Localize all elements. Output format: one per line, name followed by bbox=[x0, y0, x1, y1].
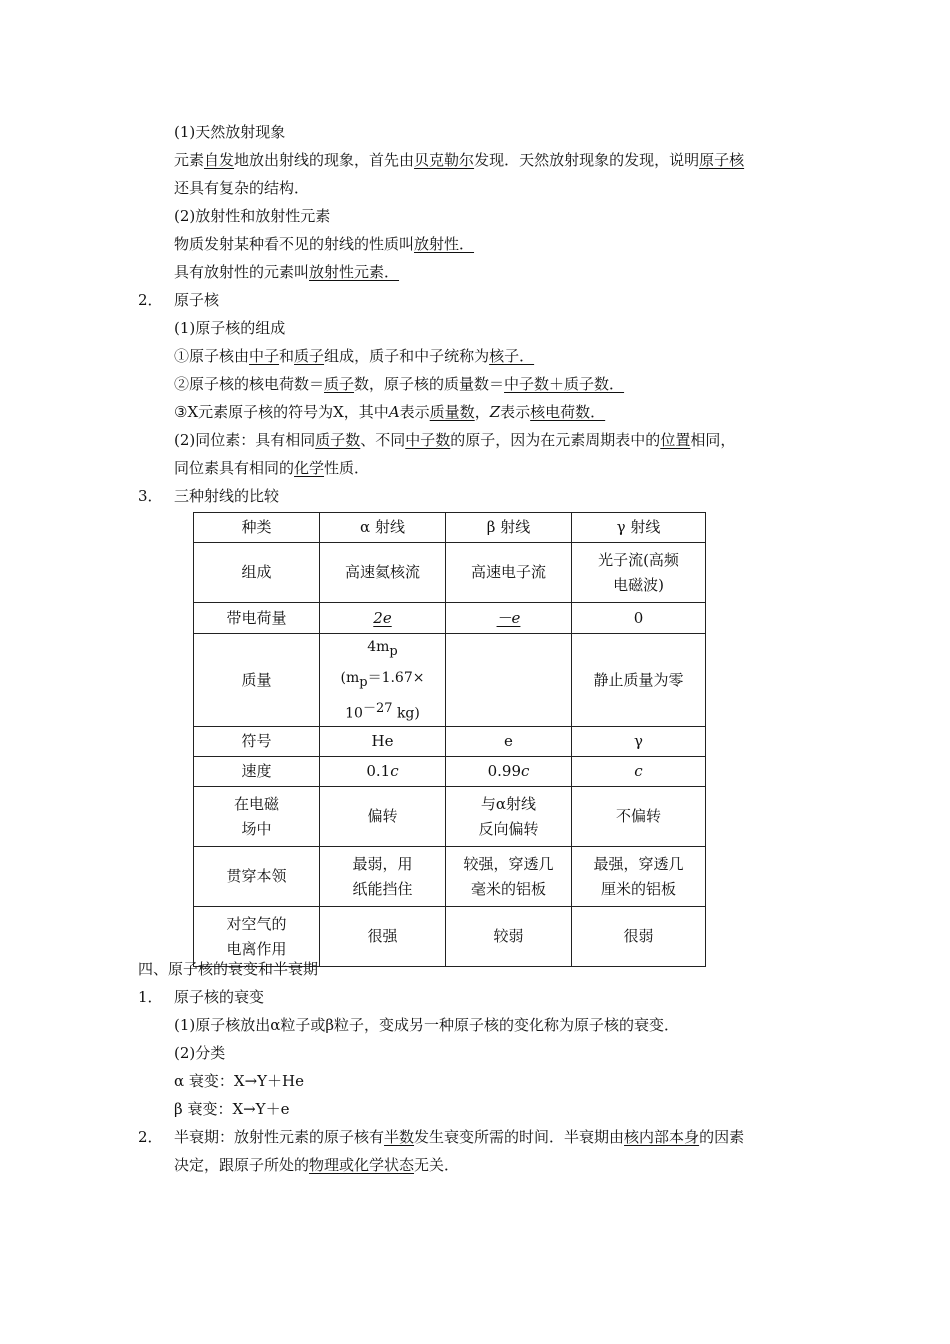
s4-alpha-decay bbox=[174, 1070, 304, 1092]
text: 最弱，用 bbox=[352, 854, 413, 873]
s2-subheading bbox=[174, 317, 285, 339]
text: 厘米的铝板 bbox=[600, 879, 676, 898]
row-label: 贯穿本领 bbox=[194, 847, 320, 907]
text: 发生衰变所需的时间．半衰期由 bbox=[414, 1128, 625, 1146]
answer-blank: －e bbox=[496, 608, 521, 627]
text: 较强，穿透几 bbox=[463, 854, 554, 873]
table-header-row bbox=[194, 513, 706, 543]
s4-classification bbox=[174, 1042, 225, 1064]
text: 毫米的铝板 bbox=[470, 879, 546, 898]
text: 对空气的 bbox=[226, 914, 287, 933]
text: 半衰期：放射性元素的原子核有 bbox=[174, 1128, 385, 1146]
header-cell: α 射线 bbox=[320, 513, 446, 543]
text: 的因素 bbox=[699, 1128, 745, 1146]
section-number: 2． bbox=[138, 1128, 163, 1146]
text: 组成，质子和中子统称为 bbox=[324, 347, 490, 365]
s1-heading-natural-radioactivity bbox=[174, 121, 285, 143]
text: p bbox=[359, 674, 368, 690]
s1-paragraph bbox=[174, 149, 744, 171]
text: kg) bbox=[392, 705, 420, 722]
answer-blank: 中子 bbox=[249, 347, 280, 365]
text: ， bbox=[474, 403, 490, 421]
text: 还具有复杂的结构． bbox=[174, 179, 310, 197]
table-cell: 高速电子流 bbox=[446, 543, 572, 603]
text: ①原子核由 bbox=[174, 347, 250, 365]
text: 场中 bbox=[241, 819, 272, 838]
text: 0.99 bbox=[487, 762, 521, 781]
text: 4m bbox=[367, 639, 390, 655]
text: (1)原子核放出α粒子或β粒子，变成另一种原子核的变化称为原子核的衰变． bbox=[174, 1016, 680, 1034]
table-cell bbox=[446, 847, 572, 907]
table-cell: 不偏转 bbox=[572, 787, 706, 847]
table-row bbox=[194, 757, 706, 787]
s2-item-1 bbox=[174, 345, 534, 367]
text: 表示 bbox=[399, 403, 430, 421]
text: 反向偏转 bbox=[478, 819, 539, 838]
text: 与α射线 bbox=[480, 794, 537, 813]
text: 地放出射线的现象，首先由 bbox=[234, 151, 415, 169]
section-title: 原子核 bbox=[174, 291, 220, 309]
row-label: 质量 bbox=[194, 634, 320, 727]
text: 决定，跟原子所处的 bbox=[174, 1156, 310, 1174]
text: 10 bbox=[345, 705, 363, 722]
s2-isotope-cont bbox=[174, 457, 369, 479]
text: (1)天然放射现象 bbox=[174, 123, 286, 141]
table-row bbox=[194, 727, 706, 757]
s4-half-life bbox=[138, 1126, 744, 1148]
answer-blank: 原子核 bbox=[699, 151, 745, 169]
answer-blank: 中子数＋质子数． bbox=[504, 375, 625, 393]
text: 元素 bbox=[174, 151, 205, 169]
table-cell bbox=[320, 847, 446, 907]
text: 表示 bbox=[500, 403, 531, 421]
header-cell: γ 射线 bbox=[572, 513, 706, 543]
text: 发现．天然放射现象的发现，说明 bbox=[474, 151, 700, 169]
text: β 衰变：X→Y＋e bbox=[174, 1100, 290, 1118]
table-cell: 0 bbox=[572, 603, 706, 634]
answer-blank: 质量数 bbox=[429, 403, 475, 421]
table-row bbox=[194, 603, 706, 634]
text: 电离作用 bbox=[226, 939, 287, 958]
section-title: 三种射线的比较 bbox=[174, 487, 280, 505]
section-number: 2． bbox=[138, 291, 163, 309]
text: 纸能挡住 bbox=[352, 879, 413, 898]
table-cell bbox=[446, 757, 572, 787]
table-cell: 高速氦核流 bbox=[320, 543, 446, 603]
table-cell: 较弱 bbox=[446, 907, 572, 967]
answer-blank: 2e bbox=[373, 608, 392, 627]
row-label: 带电荷量 bbox=[194, 603, 320, 634]
row-label bbox=[194, 787, 320, 847]
answer-blank: 质子 bbox=[294, 347, 325, 365]
answer-blank: 贝克勒尔 bbox=[414, 151, 475, 169]
section-title: 原子核的衰变 bbox=[174, 988, 265, 1006]
section-number: 1． bbox=[138, 988, 163, 1006]
row-label: 符号 bbox=[194, 727, 320, 757]
text: A bbox=[388, 403, 400, 421]
text: 、不同 bbox=[360, 431, 406, 449]
table-cell bbox=[320, 757, 446, 787]
s2-heading bbox=[138, 289, 219, 311]
table-cell bbox=[572, 847, 706, 907]
table-cell bbox=[572, 757, 706, 787]
table-cell: 很强 bbox=[320, 907, 446, 967]
answer-blank: 位置 bbox=[660, 431, 691, 449]
answer-blank: 放射性元素． bbox=[309, 263, 400, 281]
text: 最强，穿透几 bbox=[593, 854, 684, 873]
text: α 衰变：X→Y＋He bbox=[174, 1072, 305, 1090]
table-row bbox=[194, 634, 706, 727]
s3-heading bbox=[138, 485, 279, 507]
text: ②原子核的核电荷数＝ bbox=[174, 375, 325, 393]
s4-half-life-cont bbox=[174, 1154, 459, 1176]
s4-subheading-decay bbox=[138, 986, 264, 1008]
row-label: 组成 bbox=[194, 543, 320, 603]
table-cell: 很弱 bbox=[572, 907, 706, 967]
table-cell: 静止质量为零 bbox=[572, 634, 706, 727]
ray-comparison-table bbox=[193, 512, 706, 967]
answer-blank: 质子数 bbox=[315, 431, 361, 449]
text: c bbox=[390, 762, 399, 781]
s4-heading bbox=[138, 958, 318, 980]
table-cell: e bbox=[446, 727, 572, 757]
text: (2)同位素：具有相同 bbox=[174, 431, 316, 449]
row-label: 速度 bbox=[194, 757, 320, 787]
answer-blank: 化学 bbox=[294, 459, 325, 477]
table-cell bbox=[446, 603, 572, 634]
s1-paragraph-cont bbox=[174, 177, 309, 199]
answer-blank: 放射性． bbox=[414, 235, 475, 253]
text: ＝1.67× bbox=[367, 669, 425, 686]
text: c bbox=[634, 762, 643, 781]
table-cell bbox=[572, 543, 706, 603]
text: 性质． bbox=[324, 459, 370, 477]
s4-beta-decay bbox=[174, 1098, 289, 1120]
text: (1)原子核的组成 bbox=[174, 319, 286, 337]
section-number: 3． bbox=[138, 487, 163, 505]
table-cell: He bbox=[320, 727, 446, 757]
table-cell: 偏转 bbox=[320, 787, 446, 847]
text: Z bbox=[489, 403, 501, 421]
text: 物质发射某种看不见的射线的性质叫 bbox=[174, 235, 415, 253]
text: 的原子，因为在元素周期表中的 bbox=[450, 431, 661, 449]
text: 相同， bbox=[690, 431, 736, 449]
header-cell: 种类 bbox=[194, 513, 320, 543]
table-cell-empty bbox=[446, 634, 572, 727]
s1-heading-radioactive-elements bbox=[174, 205, 330, 227]
text: 在电磁 bbox=[233, 794, 279, 813]
s2-item-2 bbox=[174, 373, 624, 395]
answer-blank: 物理或化学状态 bbox=[309, 1156, 415, 1174]
s2-item-3 bbox=[174, 401, 605, 423]
text: 光子流(高频 bbox=[598, 550, 679, 569]
text: 同位素具有相同的 bbox=[174, 459, 295, 477]
text: (m bbox=[340, 669, 360, 686]
text: －27 bbox=[362, 700, 393, 716]
text: 电磁波) bbox=[613, 575, 664, 594]
table-cell: γ bbox=[572, 727, 706, 757]
text: c bbox=[521, 762, 530, 781]
text: p bbox=[389, 643, 398, 659]
s1-definition-radioactivity bbox=[174, 233, 474, 255]
s1-definition-radioactive-element bbox=[174, 261, 399, 283]
text: ③X元素原子核的符号为X，其中 bbox=[174, 403, 389, 421]
header-cell: β 射线 bbox=[446, 513, 572, 543]
answer-blank: 质子 bbox=[324, 375, 355, 393]
table-cell bbox=[320, 603, 446, 634]
text: (2)放射性和放射性元素 bbox=[174, 207, 331, 225]
answer-blank: 自发 bbox=[204, 151, 235, 169]
table-row bbox=[194, 787, 706, 847]
answer-blank: 中子数 bbox=[405, 431, 451, 449]
s4-decay-definition bbox=[174, 1014, 679, 1036]
section-title: 四、原子核的衰变和半衰期 bbox=[138, 960, 319, 978]
answer-blank: 核子． bbox=[489, 347, 535, 365]
text: 和 bbox=[279, 347, 295, 365]
text: 数，原子核的质量数＝ bbox=[354, 375, 505, 393]
table-row bbox=[194, 543, 706, 603]
text: (2)分类 bbox=[174, 1044, 226, 1062]
text: 无关． bbox=[414, 1156, 460, 1174]
answer-blank: 核电荷数． bbox=[530, 403, 606, 421]
table-cell bbox=[320, 634, 446, 727]
table-cell bbox=[446, 787, 572, 847]
table-row bbox=[194, 847, 706, 907]
s2-isotope bbox=[174, 429, 735, 451]
text: 具有放射性的元素叫 bbox=[174, 263, 310, 281]
text: 0.1 bbox=[366, 762, 391, 781]
answer-blank: 半数 bbox=[384, 1128, 415, 1146]
answer-blank: 核内部本身 bbox=[624, 1128, 700, 1146]
